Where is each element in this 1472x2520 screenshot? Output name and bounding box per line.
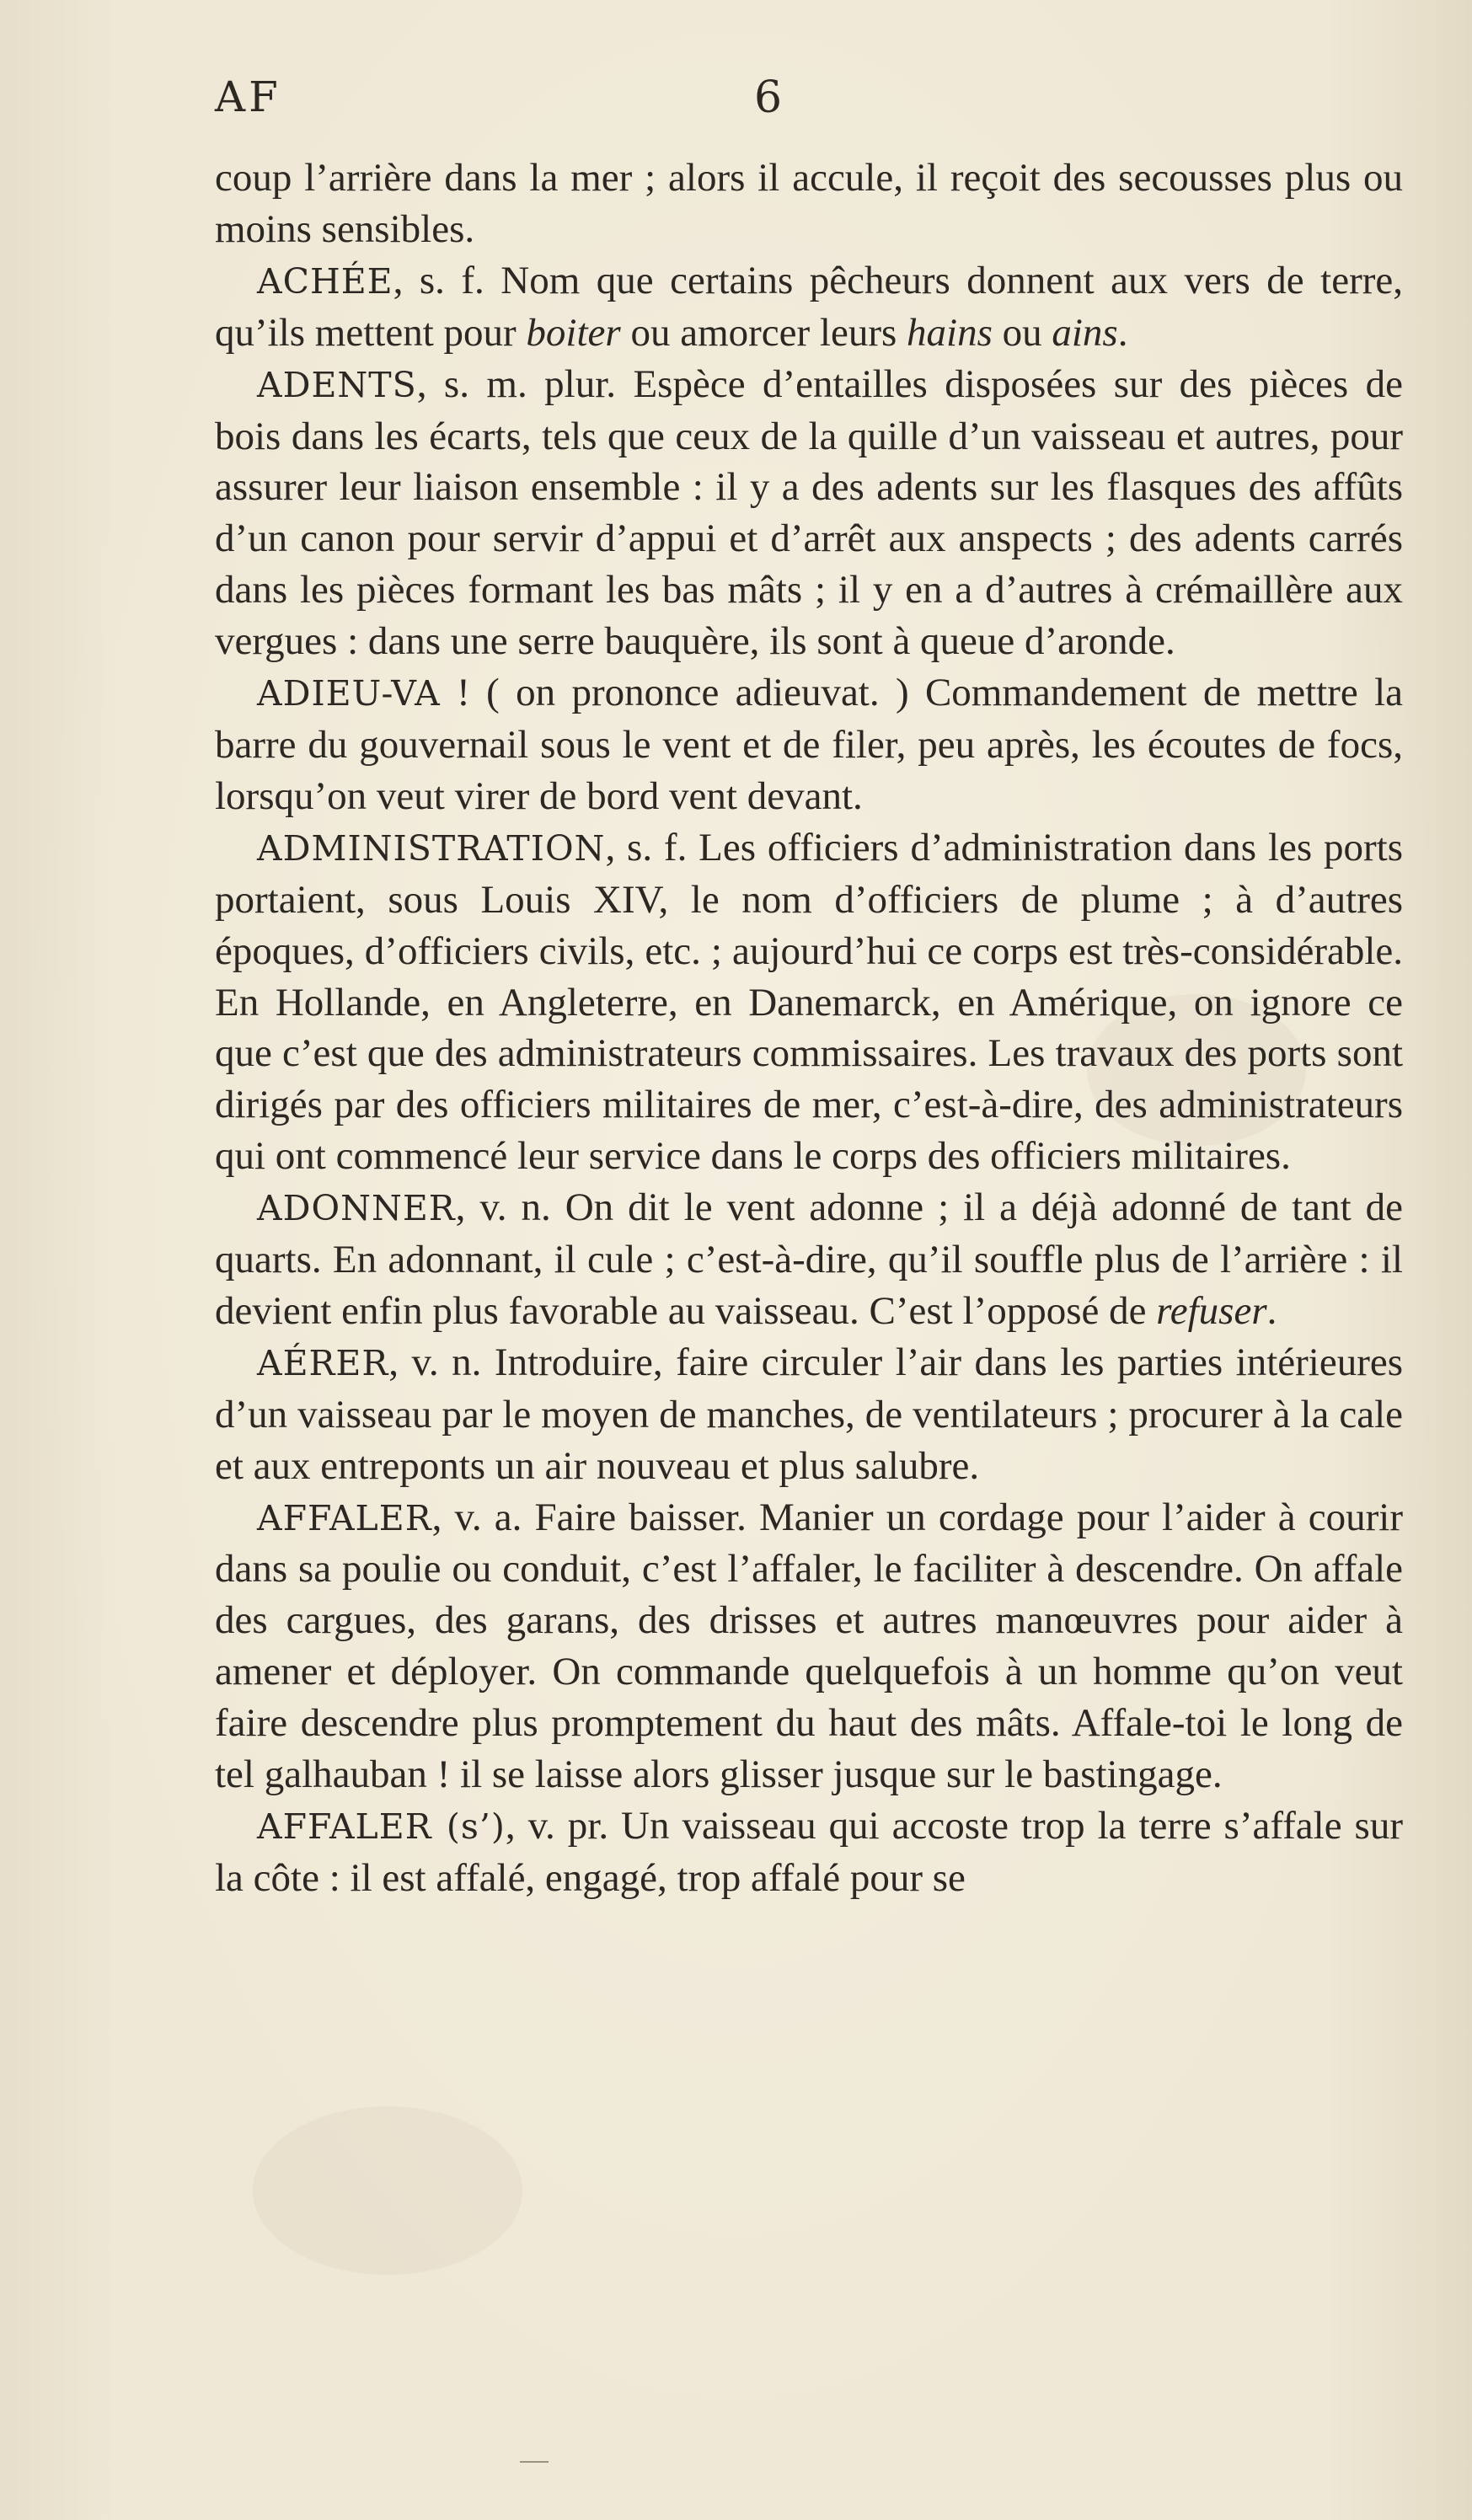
- italic-term: ains: [1052, 310, 1118, 355]
- dictionary-text: [215, 152, 1403, 1904]
- dictionary-entry-affaler: [215, 1492, 1403, 1800]
- entry-headword: AÉRER: [257, 1342, 389, 1383]
- entry-text: , v. pr. Un vaisseau qui accoste trop la terre s’affale sur la côte : il est affalé, engagé, trop affalé pour se: [215, 1804, 1403, 1900]
- entry-headword: ADENTS: [257, 364, 417, 405]
- entry-text: .: [1266, 1288, 1277, 1333]
- dictionary-entry-aerer: [215, 1337, 1403, 1492]
- dictionary-entry-achee: [215, 255, 1403, 359]
- entry-text: , v. n. Introduire, faire circuler l’air dans les parties intérieures d’un vaisseau par le moyen de manches, de ventilateurs ; procurer à la cale et aux entreponts un air nouveau et plus salubre.: [215, 1340, 1403, 1488]
- dictionary-entry-adonner: [215, 1182, 1403, 1337]
- entry-text: coup l’arrière dans la mer ; alors il accule, il reçoit des secousses plus ou moins sensibles.: [215, 156, 1403, 251]
- entry-headword: ADMINISTRATION: [257, 827, 606, 869]
- page-header: [215, 72, 1378, 140]
- entry-text: , v. n. On dit le vent adonne ; il a déjà adonné de tant de quarts. En adonnant, il cule ; c’est-à-dire, qu’il souffle plus de l’arrière : il devient enfin plus favorable au vaisseau. C’est l’opposé de: [215, 1185, 1403, 1333]
- entry-text: , s. m. plur. Espèce d’entailles disposées sur des pièces de bois dans les écarts, tels que ceux de la quille d’un vaisseau et autres, pour assurer leur liaison ensemble : il y a des adents sur les flasques des affûts d’un canon pour servir d’appui et d’arrêt aux anspects ; des adents carrés dans les pièces formant les bas mâts ; il y en a d’autres à crémaillère aux vergues : dans une serre bauquère, ils sont à queue d’aronde.: [215, 361, 1403, 664]
- dictionary-entry-adents: [215, 359, 1403, 667]
- entry-text: ou: [992, 310, 1052, 355]
- entry-text: ou amorcer leurs: [620, 310, 907, 355]
- italic-term: boiter: [526, 310, 621, 355]
- dictionary-entry-adieu-va: [215, 667, 1403, 822]
- page-number: 6: [754, 72, 783, 123]
- italic-term: hains: [907, 310, 993, 355]
- printer-mark: [520, 2461, 549, 2463]
- entry-headword: AFFALER (s’): [257, 1806, 506, 1847]
- paper-stain: [253, 2106, 522, 2275]
- dictionary-entry-affaler-s: [215, 1800, 1403, 1904]
- entry-headword: ACHÉE: [257, 260, 393, 302]
- entry-text: .: [1117, 310, 1128, 355]
- entry-text: , s. f. Nom que certains pêcheurs donnent aux vers de terre, qu’ils mettent pour: [215, 258, 1403, 355]
- entry-text: ! ( on prononce adieuvat. ) Commandement de mettre la barre du gouvernail sous le vent et de filer, peu après, les écoutes de focs, lorsqu’on veut virer de bord vent devant.: [215, 671, 1403, 818]
- running-head: AF: [215, 72, 281, 121]
- entry-headword: ADIEU-VA: [257, 673, 441, 714]
- entry-headword: AFFALER: [257, 1497, 432, 1538]
- entry-text: , s. f. Les officiers d’administration dans les ports portaient, sous Louis XIV, le nom d’officiers de plume ; à d’autres époques, d’officiers civils, etc. ; aujourd’hui ce corps est très-considérable. En Hollande, en Angleterre, en Danemarck, en Amérique, on ignore ce que c’est que des administrateurs commissaires. Les travaux des ports sont dirigés par des officiers militaires de mer, c’est-à-dire, des administrateurs qui ont commencé leur service dans le corps des officiers militaires.: [215, 825, 1403, 1179]
- dictionary-entry-administration: [215, 822, 1403, 1182]
- continuation-paragraph: [215, 152, 1403, 255]
- entry-headword: ADONNER: [257, 1188, 456, 1229]
- entry-text: , v. a. Faire baisser. Manier un cordage pour l’aider à courir dans sa poulie ou conduit, c’est l’affaler, le faciliter à descendre. On affale des cargues, des garans, des drisses et autres manœuvres pour aider à amener et déployer. On commande quelquefois à un homme qu’on veut faire descendre plus promptement du haut des mâts. Affale-toi le long de tel galhauban ! il se laisse alors glisser jusque sur le bastingage.: [215, 1495, 1403, 1797]
- italic-term: refuser: [1156, 1288, 1267, 1333]
